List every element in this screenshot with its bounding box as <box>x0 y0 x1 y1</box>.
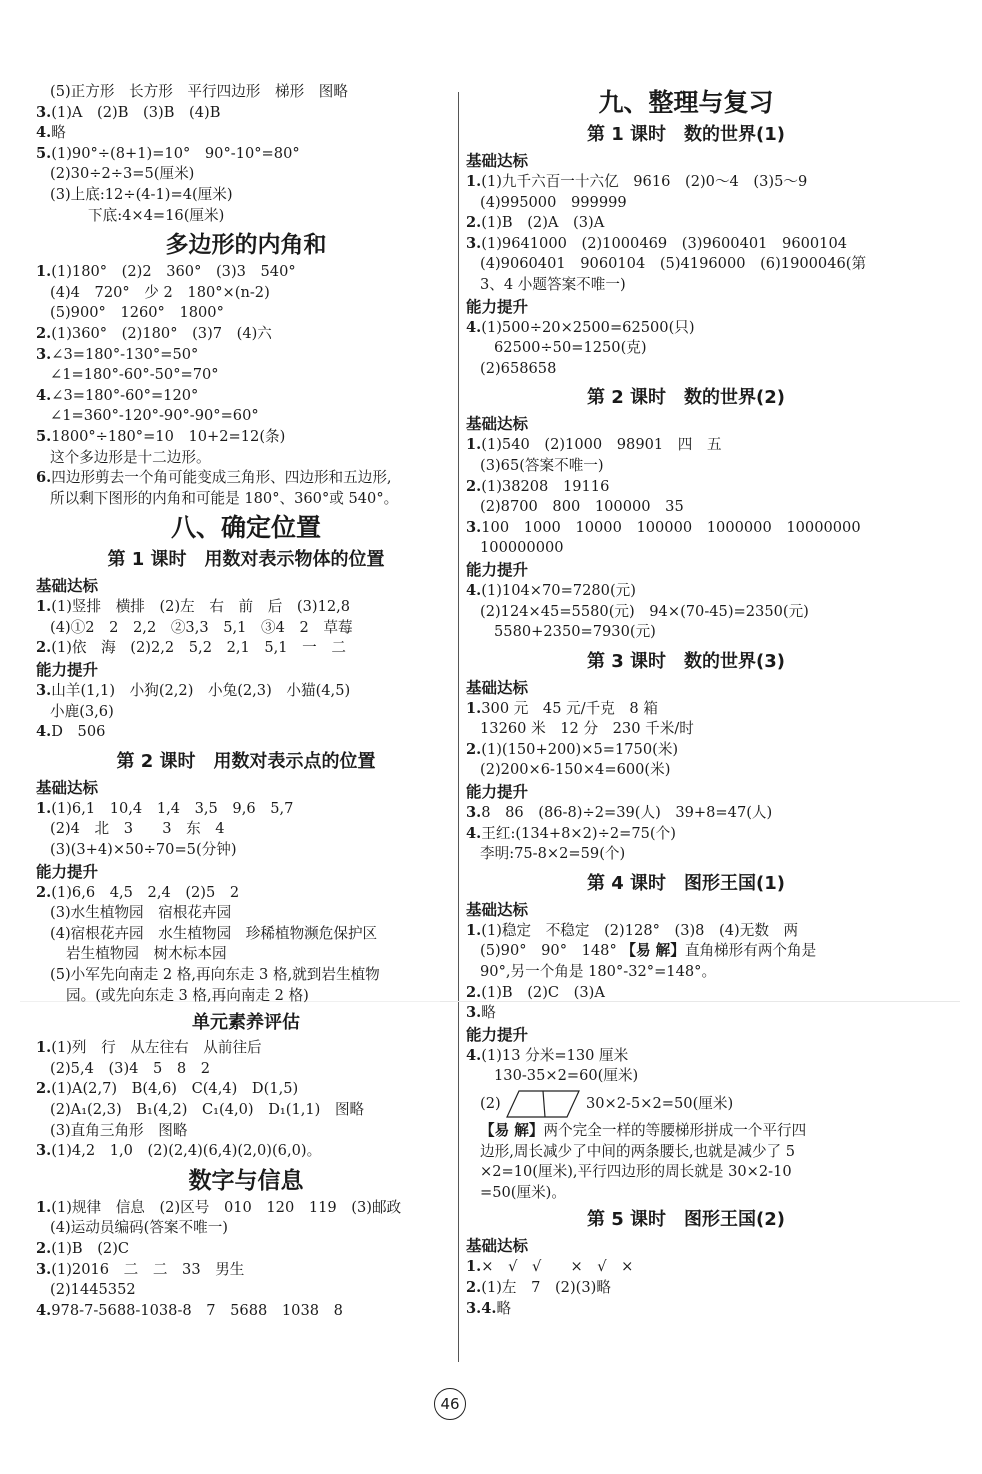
answer-line <box>466 318 906 339</box>
answer-block <box>466 699 906 781</box>
question-number: 3. <box>466 1004 482 1022</box>
answer-text: D 506 <box>51 723 106 741</box>
answer-text: (4)①2 2 2,2 ②3,3 5,1 ③4 2 草莓 <box>50 618 353 636</box>
answer-text: 园。(或先向东走 3 格,再向南走 2 格) <box>66 986 309 1004</box>
answer-text: (1)A(2,7) B(4,6) C(4,4) D(1,5) <box>51 1080 299 1098</box>
answer-block <box>466 1257 906 1319</box>
answer-line <box>36 448 456 469</box>
answer-line <box>36 365 456 386</box>
question-number: 2. <box>36 883 52 901</box>
answer-text: × √ √ × √ × <box>481 1258 634 1276</box>
answer-text: (1)B (2)C <box>51 1239 130 1257</box>
answer-note: 【易 解】两个完全一样的等腰梯形拼成一个平行四 <box>480 1122 807 1139</box>
answer-text: (1)2016 二 二 33 男生 <box>51 1260 245 1278</box>
answer-line <box>36 681 456 702</box>
answer-text: (1)104×70=7280(元) <box>481 581 636 599</box>
answer-text: (1)90°÷(8+1)=10° 90°-10°=80° <box>51 144 300 162</box>
answer-line <box>466 699 906 720</box>
question-number: 3. <box>466 518 482 536</box>
answer-line <box>36 427 456 448</box>
answer-line <box>36 1280 456 1301</box>
answer-text: ∠3=180°-130°=50° <box>51 345 199 363</box>
question-number: 5. <box>36 427 52 445</box>
answer-text: (1)540 (2)1000 98901 四 五 <box>481 436 722 454</box>
answer-text: 13260 米 12 分 230 千米/时 <box>480 720 694 738</box>
answer-line <box>36 283 456 304</box>
question-number: 3. <box>466 804 482 822</box>
answer-text: 所以剩下图形的内角和可能是 180°、360°或 540°。 <box>50 489 399 507</box>
answer-line <box>36 638 456 659</box>
answer-text: 山羊(1,1) 小狗(2,2) 小兔(2,3) 小猫(4,5) <box>51 682 351 700</box>
answer-line <box>36 345 456 366</box>
answer-block <box>36 1038 456 1162</box>
answer-line <box>36 1141 456 1162</box>
answer-text: (1)9641000 (2)1000469 (3)9600401 9600104 <box>481 234 848 252</box>
left-column <box>36 82 456 1321</box>
answer-line <box>36 722 456 743</box>
answer-text: (1)左 7 (2)(3)略 <box>481 1278 611 1296</box>
answer-line <box>36 262 456 283</box>
answer-line <box>466 234 906 255</box>
answer-line <box>36 489 456 510</box>
answer-text: (1)竖排 横排 (2)左 右 前 后 (3)12,8 <box>51 598 351 616</box>
answer-text: 略 <box>481 1004 496 1022</box>
answer-line <box>466 435 906 456</box>
answer-line <box>36 702 456 723</box>
question-number: 2. <box>36 639 52 657</box>
answer-line <box>36 618 456 639</box>
answer-text: (1)38208 19116 <box>481 477 610 495</box>
answer-line <box>36 1059 456 1080</box>
answer-line <box>466 1278 906 1299</box>
answer-line <box>36 597 456 618</box>
answer-note: 边形,周长减少了中间的两条腰长,也就是减少了 5 <box>480 1142 796 1160</box>
question-number: 2. <box>466 740 482 758</box>
parallelogram-sketch <box>505 1089 581 1119</box>
answer-block <box>466 172 906 296</box>
answer-text: 100 1000 10000 100000 1000000 10000000 <box>481 518 861 536</box>
question-number: 1. <box>36 263 52 281</box>
answer-note: ×2=10(厘米),平行四边形的周长就是 30×2-10 <box>480 1163 792 1181</box>
answer-line <box>36 468 456 489</box>
answer-line <box>36 799 456 820</box>
question-number: 4. <box>466 824 482 842</box>
answer-text: 岩生植物园 树木标本园 <box>66 945 227 963</box>
answer-line <box>36 1239 456 1260</box>
answer-line <box>36 164 456 185</box>
answer-line <box>36 903 456 924</box>
question-number: 3. <box>466 234 482 252</box>
answer-text: (2)1445352 <box>50 1281 136 1299</box>
answer-text: (4)995000 999999 <box>480 193 627 211</box>
answer-text: ∠1=360°-120°-90°-90°=60° <box>50 407 259 425</box>
answer-block <box>36 597 456 659</box>
answer-text: (1)180° (2)2 360° (3)3 540° <box>51 263 296 281</box>
lesson-title: 第 1 课时 数的世界(1) <box>586 124 786 145</box>
answer-text: 62500÷50=1250(克) <box>494 339 647 357</box>
question-number: 5. <box>36 144 52 162</box>
answer-line <box>466 983 906 1004</box>
answer-text: 四边形剪去一个角可能变成三角形、四边形和五边形, <box>51 469 392 487</box>
answer-text: (5)900° 1260° 1800° <box>50 304 224 322</box>
answer-line <box>36 924 456 945</box>
answer-line <box>466 1257 906 1278</box>
answer-text: 李明:75-8×2=59(个) <box>480 845 626 863</box>
subsection-label: 能力提升 <box>466 783 529 802</box>
answer-line <box>36 82 456 103</box>
answer-line: 90°,另一个角是 180°-32°=148°。 <box>480 963 717 981</box>
answer-line <box>466 359 906 380</box>
answer-text: ∠3=180°-60°=120° <box>51 386 199 404</box>
answer-text: (3)65(答案不唯一) <box>480 456 604 474</box>
answer-line <box>36 185 456 206</box>
answer-text: 略 <box>496 1299 512 1317</box>
question-number: 1. <box>466 1258 482 1276</box>
answer-line <box>466 172 906 193</box>
answer-line <box>466 602 906 623</box>
answer-text: (1)B (2)C (3)A <box>481 983 605 1001</box>
question-number: 1. <box>36 1198 52 1216</box>
answer-line <box>466 275 906 296</box>
answer-line <box>466 1299 906 1320</box>
answer-text: (1)规律 信息 (2)区号 010 120 119 (3)邮政 <box>51 1198 402 1216</box>
answer-text: (1)B (2)A (3)A <box>481 214 605 232</box>
question-number: 1. <box>466 173 482 190</box>
answer-text: 3、4 小题答案不唯一) <box>480 275 626 293</box>
answer-text: 小鹿(3,6) <box>50 702 114 720</box>
answer-line <box>466 803 906 824</box>
answer-text: (1)360° (2)180° (3)7 (4)六 <box>51 324 272 342</box>
question-number: 3. <box>36 1260 52 1278</box>
lesson-title: 第 4 课时 图形王国(1) <box>586 872 786 894</box>
subsection-label: 基础达标 <box>36 778 99 797</box>
column-divider <box>458 92 459 1362</box>
answer-text: 100000000 <box>480 539 564 557</box>
answer-line <box>36 1121 456 1142</box>
answer-text: 下底:4×4=16(厘米) <box>88 206 225 224</box>
answer-line <box>36 1198 456 1219</box>
answer-text: (2)4 北 3 3 东 4 <box>50 820 225 838</box>
answer-line: (2) 30×2-5×2=50(厘米) <box>466 1087 906 1121</box>
answer-block <box>466 581 906 643</box>
answer-line <box>36 1260 456 1281</box>
answer-line <box>466 497 906 518</box>
answer-text: 5580+2350=7930(元) <box>494 623 656 641</box>
answer-text: (4)9060401 9060104 (5)4196000 (6)1900046(第 <box>480 255 867 273</box>
answer-text: (2)658658 <box>480 359 557 377</box>
answer-text: (1)6,1 10,4 1,4 3,5 9,6 5,7 <box>51 799 294 817</box>
answer-line <box>36 944 456 965</box>
answer-line <box>466 760 906 781</box>
answer-text: (1)6,6 4,5 2,4 (2)5 2 <box>51 883 240 901</box>
answer-line <box>466 719 906 740</box>
subsection-label: 基础达标 <box>466 415 529 434</box>
question-number: 3. <box>36 1142 52 1160</box>
answer-text: (3)(3+4)×50÷70=5(分钟) <box>50 841 237 859</box>
answer-line <box>36 103 456 124</box>
answer-line: 130-35×2=60(厘米) <box>494 1067 639 1085</box>
answer-text: (1)九千六百一十六亿 9616 (2)0～4 (3)5～9 <box>481 173 808 190</box>
answer-text: (2)30÷2÷3=5(厘米) <box>50 165 195 183</box>
question-number: 2. <box>36 1239 52 1257</box>
answer-line <box>36 206 456 227</box>
question-number: 4. <box>466 581 482 599</box>
section-title: 单元素养评估 <box>192 1012 300 1034</box>
answer-line <box>466 193 906 214</box>
question-number: 6. <box>36 469 52 487</box>
answer-line <box>466 622 906 643</box>
answer-note: =50(厘米)。 <box>480 1183 566 1201</box>
question-number: 2. <box>466 214 482 232</box>
question-number: 4. <box>36 124 52 142</box>
answer-line <box>36 144 456 165</box>
question-number: 2. <box>466 1278 482 1296</box>
answer-block <box>466 435 906 559</box>
answer-block <box>36 883 456 1007</box>
question-number: 4. <box>466 318 482 336</box>
answer-text: (2)5,4 (3)4 5 8 2 <box>50 1059 211 1077</box>
subsection-label: 能力提升 <box>466 297 529 316</box>
answer-line <box>466 518 906 539</box>
lesson-title: 第 2 课时 数的世界(2) <box>586 387 786 409</box>
answer-line <box>36 1100 456 1121</box>
subsection-label: 能力提升 <box>36 661 99 680</box>
easy-solution-tag: 【易 解】 <box>480 1122 544 1139</box>
lesson-title: 第 1 课时 用数对表示物体的位置 <box>107 549 385 571</box>
answer-text: 300 元 45 元/千克 8 箱 <box>481 699 658 717</box>
question-number: 2. <box>466 477 482 495</box>
answer-text: (4)运动员编码(答案不唯一) <box>50 1219 228 1237</box>
question-number: 3. <box>36 682 52 700</box>
subsection-label: 基础达标 <box>36 577 99 596</box>
answer-text: (2)124×45=5580(元) 94×(70-45)=2350(元) <box>480 602 809 620</box>
answer-line <box>466 254 906 275</box>
answer-text: (3)水生植物园 宿根花卉园 <box>50 904 232 922</box>
answer-block <box>36 262 456 509</box>
answer-line <box>36 1038 456 1059</box>
question-number: 4. <box>36 386 52 404</box>
answer-line <box>36 303 456 324</box>
question-number: 1. <box>466 436 482 454</box>
question-number: 3. <box>36 345 52 363</box>
answer-line <box>466 824 906 845</box>
lesson-title: 第 3 课时 数的世界(3) <box>586 650 786 672</box>
subsection-label: 基础达标 <box>466 152 529 170</box>
answer-line <box>36 986 456 1007</box>
answer-line: (5)90° 90° 148° 【易 解】直角梯形有两个角是 <box>480 942 817 960</box>
answer-line <box>466 477 906 498</box>
answer-block <box>466 803 906 865</box>
answer-line <box>466 740 906 761</box>
chapter-title: 九、整理与复习 <box>598 88 774 117</box>
subsection-label: 基础达标 <box>466 1237 529 1256</box>
question-number: 2. <box>36 1080 52 1098</box>
answer-line <box>466 581 906 602</box>
question-number: 3.4. <box>466 1299 497 1317</box>
answer-line <box>466 844 906 865</box>
answer-text: (5)小军先向南走 2 格,再向东走 3 格,就到岩生植物 <box>50 966 380 983</box>
answer-text: (4)4 720° 少 2 180°×(n-2) <box>50 283 270 301</box>
question-number: 4. <box>36 723 52 741</box>
answer-block <box>36 681 456 743</box>
subsection-label: 能力提升 <box>466 560 529 579</box>
answer-line <box>466 456 906 477</box>
subsection-label: 能力提升 <box>36 862 99 881</box>
subsection-label: 基础达标 <box>466 678 529 697</box>
question-number: 4. <box>36 1301 52 1319</box>
answer-text: 这个多边形是十二边形。 <box>50 448 211 466</box>
answer-text: (3)直角三角形 图略 <box>50 1121 188 1139</box>
answer-line <box>36 840 456 861</box>
answer-text: (2)8700 800 100000 35 <box>480 498 684 516</box>
question-number: 1. <box>36 1039 52 1057</box>
answer-block <box>36 82 456 226</box>
question-number: 1. <box>466 699 482 717</box>
answer-text: (1)依 海 (2)2,2 5,2 2,1 5,1 一 二 <box>51 639 346 657</box>
answer-line <box>36 406 456 427</box>
answer-line <box>466 338 906 359</box>
question-number: 1. <box>36 598 52 616</box>
answer-text: (2)200×6-150×4=600(米) <box>480 761 671 779</box>
answer-text: 略 <box>51 124 66 142</box>
answer-text: 978-7-5688-1038-8 7 5688 1038 8 <box>51 1301 343 1319</box>
answer-text: (5)正方形 长方形 平行四边形 梯形 图略 <box>50 83 348 100</box>
answer-text: (1)500÷20×2500=62500(只) <box>481 318 695 336</box>
page-number: 46 <box>434 1388 466 1420</box>
section-title: 数字与信息 <box>188 1167 304 1194</box>
answer-text: (1)列 行 从左往右 从前往后 <box>51 1039 262 1057</box>
section-title: 多边形的内角和 <box>165 232 327 259</box>
answer-text: (1)4,2 1,0 (2)(2,4)(6,4)(2,0)(6,0)。 <box>51 1142 322 1160</box>
answer-text: 8 86 (86-8)÷2=39(人) 39+8=47(人) <box>481 804 773 822</box>
answer-text: (1)(150+200)×5=1750(米) <box>481 740 679 758</box>
question-number: 2. <box>36 324 52 342</box>
answer-line <box>466 538 906 559</box>
answer-line <box>36 123 456 144</box>
chapter-title: 八、确定位置 <box>170 513 321 543</box>
answer-line <box>466 213 906 234</box>
question-number: 1. <box>36 799 52 817</box>
answer-block <box>466 318 906 380</box>
lesson-title: 第 2 课时 用数对表示点的位置 <box>116 750 376 772</box>
answer-block <box>36 1198 456 1322</box>
answer-line <box>466 1003 906 1024</box>
easy-solution-tag: 【易 解】 <box>621 942 685 960</box>
answer-line <box>36 386 456 407</box>
answer-line: 1.(1)稳定 不稳定 (2)128° (3)8 (4)无数 两 <box>466 921 799 939</box>
subsection-label: 基础达标 <box>466 900 529 919</box>
right-column <box>466 82 906 1319</box>
answer-line <box>36 965 456 986</box>
answer-line <box>36 819 456 840</box>
answer-text: (1)A (2)B (3)B (4)B <box>51 103 221 121</box>
answer-block <box>36 799 456 861</box>
answer-text: (2)A₁(2,3) B₁(4,2) C₁(4,0) D₁(1,1) 图略 <box>50 1100 365 1118</box>
answer-text: ∠1=180°-60°-50°=70° <box>50 366 219 384</box>
answer-line <box>36 1079 456 1100</box>
question-number: 3. <box>36 103 52 121</box>
answer-text: (3)上底:12÷(4-1)=4(厘米) <box>50 185 233 203</box>
answer-line <box>36 1218 456 1239</box>
answer-line <box>36 883 456 904</box>
answer-line: 4.(1)13 分米=130 厘米 <box>466 1046 629 1064</box>
subsection-label: 能力提升 <box>466 1025 529 1044</box>
lesson-title: 第 5 课时 图形王国(2) <box>586 1209 786 1231</box>
answer-text: (4)宿根花卉园 水生植物园 珍稀植物濒危保护区 <box>50 924 378 942</box>
question-number: 2. <box>466 983 482 1001</box>
answer-text: 1800°÷180°=10 10+2=12(条) <box>51 427 286 445</box>
answer-text: 王红:(134+8×2)÷2=75(个) <box>481 824 676 842</box>
answer-block <box>466 983 906 1024</box>
answer-line <box>36 1301 456 1322</box>
answer-line <box>36 324 456 345</box>
